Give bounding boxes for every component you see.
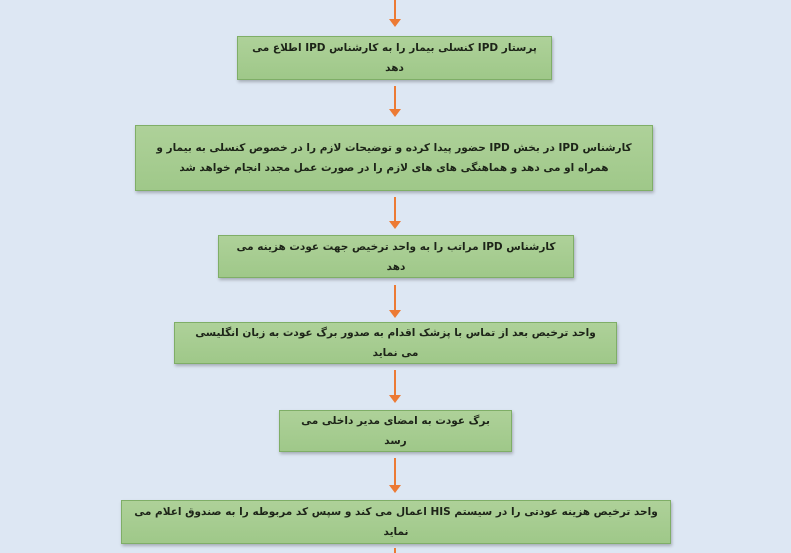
step-2-box: کارشناس IPD در بخش IPD حضور پیدا کرده و توضیحات لازم را در خصوص کنسلی به بیمار و همراه او می دهد و هماهنگی های های لازم را در صورت عمل مجدد انجام خواهد شد [135, 125, 653, 191]
step-4-box: واحد ترخیص بعد از تماس با پزشک اقدام به صدور برگ عودت به زبان انگلیسی می نماید [174, 322, 617, 364]
step-3-box: کارشناس IPD مراتب را به واحد ترخیص جهت عودت هزینه می دهد [218, 235, 574, 278]
flow-arrow [386, 197, 404, 229]
flow-arrow [386, 458, 404, 493]
flow-arrow [386, 86, 404, 117]
step-6-box: واحد ترخیص هزینه عودتی را در سیستم HIS اعمال می کند و سپس کد مربوطه را به صندوق اعلام می نماید [121, 500, 671, 544]
flow-arrow [386, 370, 404, 403]
flow-arrow [386, 548, 404, 553]
flow-arrow [386, 285, 404, 318]
step-5-box: برگ عودت به امضای مدیر داخلی می رسد [279, 410, 512, 452]
step-1-box: پرستار IPD کنسلی بیمار را به کارشناس IPD اطلاع می دهد [237, 36, 552, 80]
flow-arrow [386, 0, 404, 27]
